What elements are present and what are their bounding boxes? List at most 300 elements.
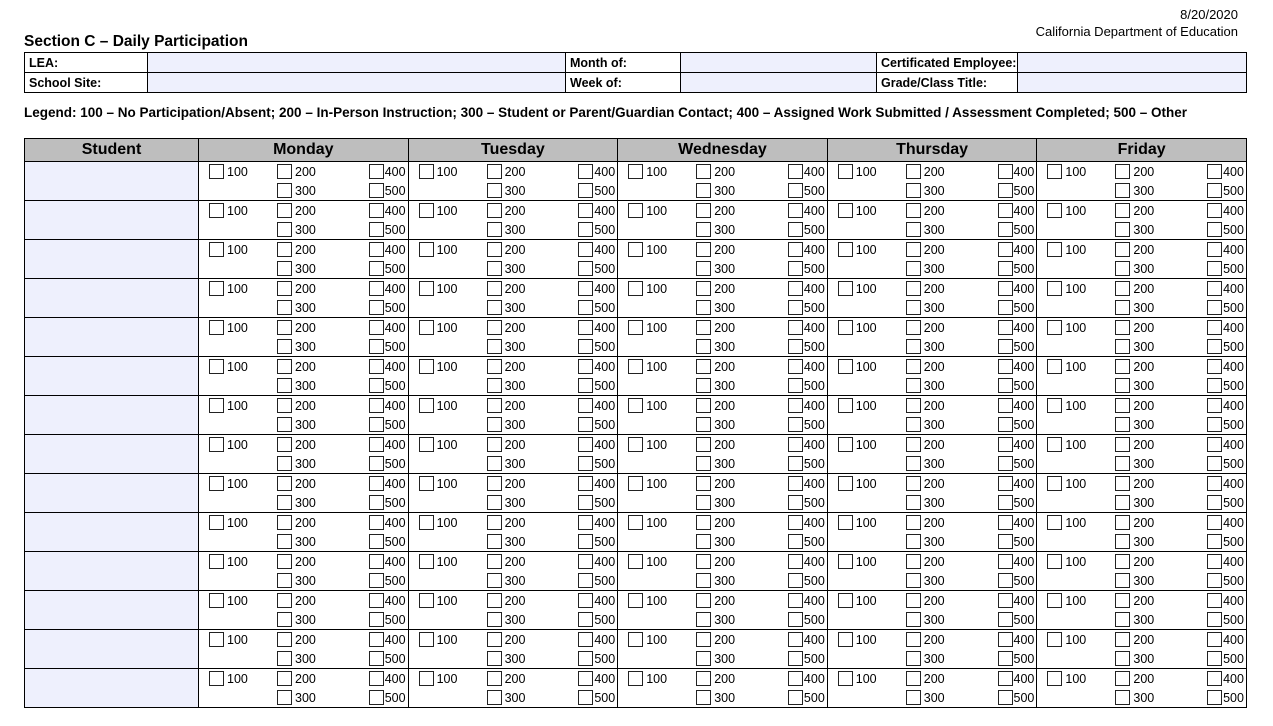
code-500-option[interactable] <box>1207 417 1244 432</box>
code-300-option[interactable] <box>696 573 735 588</box>
code-200-option[interactable] <box>696 398 735 413</box>
code-300-option[interactable] <box>277 534 316 549</box>
checkbox[interactable] <box>1115 534 1130 549</box>
code-400-option[interactable] <box>998 164 1035 179</box>
checkbox[interactable] <box>696 612 711 627</box>
checkbox[interactable] <box>1207 612 1222 627</box>
checkbox[interactable] <box>277 164 292 179</box>
checkbox[interactable] <box>696 495 711 510</box>
code-100-option[interactable] <box>628 515 667 530</box>
code-200-option[interactable] <box>906 398 945 413</box>
checkbox[interactable] <box>906 203 921 218</box>
checkbox[interactable] <box>998 242 1013 257</box>
checkbox[interactable] <box>487 671 502 686</box>
code-200-option[interactable] <box>906 320 945 335</box>
code-100-option[interactable] <box>838 671 877 686</box>
code-200-option[interactable] <box>487 281 526 296</box>
checkbox[interactable] <box>1207 222 1222 237</box>
checkbox[interactable] <box>578 164 593 179</box>
code-400-option[interactable] <box>1207 515 1244 530</box>
checkbox[interactable] <box>578 183 593 198</box>
checkbox[interactable] <box>369 183 384 198</box>
code-300-option[interactable] <box>487 612 526 627</box>
week-of-field[interactable] <box>681 73 877 93</box>
code-400-option[interactable] <box>788 242 825 257</box>
checkbox[interactable] <box>838 437 853 452</box>
checkbox[interactable] <box>277 476 292 491</box>
code-500-option[interactable] <box>998 222 1035 237</box>
code-300-option[interactable] <box>277 417 316 432</box>
checkbox[interactable] <box>628 359 643 374</box>
code-100-option[interactable] <box>419 164 458 179</box>
checkbox[interactable] <box>696 398 711 413</box>
code-300-option[interactable] <box>487 534 526 549</box>
checkbox[interactable] <box>1115 398 1130 413</box>
checkbox[interactable] <box>487 378 502 393</box>
checkbox[interactable] <box>1115 339 1130 354</box>
code-100-option[interactable] <box>838 515 877 530</box>
code-200-option[interactable] <box>696 476 735 491</box>
code-400-option[interactable] <box>1207 164 1244 179</box>
code-500-option[interactable] <box>369 573 406 588</box>
checkbox[interactable] <box>696 339 711 354</box>
checkbox[interactable] <box>369 261 384 276</box>
checkbox[interactable] <box>1115 495 1130 510</box>
checkbox[interactable] <box>487 242 502 257</box>
code-300-option[interactable] <box>696 651 735 666</box>
code-400-option[interactable] <box>1207 398 1244 413</box>
code-200-option[interactable] <box>906 671 945 686</box>
code-200-option[interactable] <box>696 554 735 569</box>
checkbox[interactable] <box>906 222 921 237</box>
grade-class-title-field[interactable] <box>1018 73 1247 93</box>
code-200-option[interactable] <box>906 632 945 647</box>
checkbox[interactable] <box>788 671 803 686</box>
checkbox[interactable] <box>578 671 593 686</box>
code-500-option[interactable] <box>998 339 1035 354</box>
checkbox[interactable] <box>277 573 292 588</box>
checkbox[interactable] <box>487 632 502 647</box>
checkbox[interactable] <box>1115 261 1130 276</box>
code-400-option[interactable] <box>578 554 615 569</box>
code-400-option[interactable] <box>578 281 615 296</box>
code-400-option[interactable] <box>788 320 825 335</box>
checkbox[interactable] <box>277 495 292 510</box>
code-400-option[interactable] <box>578 437 615 452</box>
checkbox[interactable] <box>369 437 384 452</box>
checkbox[interactable] <box>906 593 921 608</box>
checkbox[interactable] <box>1115 183 1130 198</box>
code-200-option[interactable] <box>277 593 316 608</box>
checkbox[interactable] <box>1207 359 1222 374</box>
code-500-option[interactable] <box>788 534 825 549</box>
checkbox[interactable] <box>277 612 292 627</box>
checkbox[interactable] <box>838 398 853 413</box>
checkbox[interactable] <box>998 222 1013 237</box>
code-500-option[interactable] <box>1207 495 1244 510</box>
code-200-option[interactable] <box>277 203 316 218</box>
checkbox[interactable] <box>369 671 384 686</box>
checkbox[interactable] <box>487 359 502 374</box>
code-200-option[interactable] <box>487 593 526 608</box>
checkbox[interactable] <box>578 359 593 374</box>
checkbox[interactable] <box>209 398 224 413</box>
code-400-option[interactable] <box>369 281 406 296</box>
checkbox[interactable] <box>906 495 921 510</box>
code-200-option[interactable] <box>906 359 945 374</box>
code-300-option[interactable] <box>1115 300 1154 315</box>
code-200-option[interactable] <box>906 554 945 569</box>
code-200-option[interactable] <box>277 632 316 647</box>
checkbox[interactable] <box>696 534 711 549</box>
code-200-option[interactable] <box>1115 632 1154 647</box>
code-200-option[interactable] <box>1115 281 1154 296</box>
code-300-option[interactable] <box>1115 690 1154 705</box>
checkbox[interactable] <box>788 203 803 218</box>
code-100-option[interactable] <box>209 593 248 608</box>
code-100-option[interactable] <box>628 320 667 335</box>
code-300-option[interactable] <box>696 261 735 276</box>
code-200-option[interactable] <box>1115 437 1154 452</box>
checkbox[interactable] <box>1115 554 1130 569</box>
checkbox[interactable] <box>277 456 292 471</box>
checkbox[interactable] <box>1207 573 1222 588</box>
code-200-option[interactable] <box>1115 593 1154 608</box>
checkbox[interactable] <box>578 534 593 549</box>
code-100-option[interactable] <box>628 593 667 608</box>
checkbox[interactable] <box>578 476 593 491</box>
checkbox[interactable] <box>578 437 593 452</box>
code-400-option[interactable] <box>788 398 825 413</box>
code-100-option[interactable] <box>419 281 458 296</box>
code-300-option[interactable] <box>487 456 526 471</box>
checkbox[interactable] <box>906 183 921 198</box>
code-500-option[interactable] <box>369 417 406 432</box>
checkbox[interactable] <box>998 437 1013 452</box>
checkbox[interactable] <box>788 261 803 276</box>
checkbox[interactable] <box>1115 456 1130 471</box>
code-500-option[interactable] <box>1207 183 1244 198</box>
student-name-field[interactable] <box>25 357 199 396</box>
code-400-option[interactable] <box>788 164 825 179</box>
checkbox[interactable] <box>1207 437 1222 452</box>
code-400-option[interactable] <box>998 320 1035 335</box>
code-500-option[interactable] <box>578 417 615 432</box>
code-200-option[interactable] <box>487 320 526 335</box>
code-200-option[interactable] <box>906 437 945 452</box>
student-name-field[interactable] <box>25 513 199 552</box>
checkbox[interactable] <box>906 573 921 588</box>
code-300-option[interactable] <box>1115 534 1154 549</box>
checkbox[interactable] <box>788 593 803 608</box>
checkbox[interactable] <box>1115 222 1130 237</box>
code-100-option[interactable] <box>209 554 248 569</box>
checkbox[interactable] <box>906 437 921 452</box>
code-500-option[interactable] <box>1207 300 1244 315</box>
checkbox[interactable] <box>696 417 711 432</box>
checkbox[interactable] <box>998 281 1013 296</box>
checkbox[interactable] <box>696 378 711 393</box>
code-500-option[interactable] <box>998 651 1035 666</box>
code-300-option[interactable] <box>1115 339 1154 354</box>
code-400-option[interactable] <box>1207 320 1244 335</box>
code-100-option[interactable] <box>838 398 877 413</box>
code-100-option[interactable] <box>628 476 667 491</box>
code-500-option[interactable] <box>369 261 406 276</box>
checkbox[interactable] <box>578 573 593 588</box>
code-500-option[interactable] <box>369 378 406 393</box>
checkbox[interactable] <box>838 593 853 608</box>
code-100-option[interactable] <box>628 632 667 647</box>
checkbox[interactable] <box>788 320 803 335</box>
checkbox[interactable] <box>906 281 921 296</box>
code-500-option[interactable] <box>369 339 406 354</box>
checkbox[interactable] <box>419 203 434 218</box>
code-300-option[interactable] <box>1115 417 1154 432</box>
code-300-option[interactable] <box>487 261 526 276</box>
checkbox[interactable] <box>628 164 643 179</box>
checkbox[interactable] <box>209 164 224 179</box>
checkbox[interactable] <box>1115 651 1130 666</box>
checkbox[interactable] <box>1047 593 1062 608</box>
code-200-option[interactable] <box>277 437 316 452</box>
checkbox[interactable] <box>419 671 434 686</box>
checkbox[interactable] <box>1047 437 1062 452</box>
checkbox[interactable] <box>1115 671 1130 686</box>
checkbox[interactable] <box>578 261 593 276</box>
code-100-option[interactable] <box>1047 398 1086 413</box>
code-500-option[interactable] <box>1207 651 1244 666</box>
checkbox[interactable] <box>369 320 384 335</box>
code-300-option[interactable] <box>696 534 735 549</box>
code-300-option[interactable] <box>696 378 735 393</box>
checkbox[interactable] <box>1115 476 1130 491</box>
code-300-option[interactable] <box>696 183 735 198</box>
code-400-option[interactable] <box>1207 632 1244 647</box>
code-300-option[interactable] <box>1115 495 1154 510</box>
code-500-option[interactable] <box>369 222 406 237</box>
code-400-option[interactable] <box>578 476 615 491</box>
checkbox[interactable] <box>487 515 502 530</box>
code-500-option[interactable] <box>788 612 825 627</box>
code-300-option[interactable] <box>696 456 735 471</box>
checkbox[interactable] <box>906 651 921 666</box>
checkbox[interactable] <box>1207 554 1222 569</box>
code-200-option[interactable] <box>696 593 735 608</box>
code-100-option[interactable] <box>209 398 248 413</box>
code-200-option[interactable] <box>277 515 316 530</box>
code-400-option[interactable] <box>369 554 406 569</box>
checkbox[interactable] <box>998 671 1013 686</box>
code-300-option[interactable] <box>1115 612 1154 627</box>
checkbox[interactable] <box>906 320 921 335</box>
code-500-option[interactable] <box>578 339 615 354</box>
code-500-option[interactable] <box>578 261 615 276</box>
checkbox[interactable] <box>696 183 711 198</box>
code-300-option[interactable] <box>906 612 945 627</box>
checkbox[interactable] <box>1115 417 1130 432</box>
code-200-option[interactable] <box>277 359 316 374</box>
code-300-option[interactable] <box>487 183 526 198</box>
code-500-option[interactable] <box>788 261 825 276</box>
checkbox[interactable] <box>788 378 803 393</box>
code-400-option[interactable] <box>1207 281 1244 296</box>
checkbox[interactable] <box>998 593 1013 608</box>
code-100-option[interactable] <box>419 515 458 530</box>
code-400-option[interactable] <box>369 437 406 452</box>
code-200-option[interactable] <box>487 203 526 218</box>
checkbox[interactable] <box>1207 378 1222 393</box>
code-100-option[interactable] <box>1047 515 1086 530</box>
code-400-option[interactable] <box>578 203 615 218</box>
code-300-option[interactable] <box>906 222 945 237</box>
code-500-option[interactable] <box>1207 690 1244 705</box>
checkbox[interactable] <box>487 437 502 452</box>
code-100-option[interactable] <box>1047 203 1086 218</box>
checkbox[interactable] <box>998 515 1013 530</box>
checkbox[interactable] <box>696 320 711 335</box>
code-200-option[interactable] <box>487 671 526 686</box>
checkbox[interactable] <box>696 242 711 257</box>
code-100-option[interactable] <box>838 203 877 218</box>
code-100-option[interactable] <box>838 476 877 491</box>
code-200-option[interactable] <box>1115 554 1154 569</box>
checkbox[interactable] <box>1115 437 1130 452</box>
checkbox[interactable] <box>1207 534 1222 549</box>
code-100-option[interactable] <box>628 164 667 179</box>
code-100-option[interactable] <box>838 437 877 452</box>
code-500-option[interactable] <box>578 222 615 237</box>
student-name-field[interactable] <box>25 396 199 435</box>
code-500-option[interactable] <box>578 456 615 471</box>
code-500-option[interactable] <box>788 456 825 471</box>
checkbox[interactable] <box>906 359 921 374</box>
checkbox[interactable] <box>906 398 921 413</box>
code-100-option[interactable] <box>419 242 458 257</box>
code-300-option[interactable] <box>277 651 316 666</box>
checkbox[interactable] <box>788 164 803 179</box>
code-300-option[interactable] <box>906 534 945 549</box>
code-300-option[interactable] <box>906 378 945 393</box>
checkbox[interactable] <box>419 398 434 413</box>
checkbox[interactable] <box>696 359 711 374</box>
code-100-option[interactable] <box>628 398 667 413</box>
code-400-option[interactable] <box>369 320 406 335</box>
code-400-option[interactable] <box>998 476 1035 491</box>
code-500-option[interactable] <box>998 495 1035 510</box>
code-400-option[interactable] <box>998 632 1035 647</box>
checkbox[interactable] <box>1207 300 1222 315</box>
code-500-option[interactable] <box>1207 534 1244 549</box>
checkbox[interactable] <box>1115 164 1130 179</box>
checkbox[interactable] <box>696 437 711 452</box>
checkbox[interactable] <box>998 261 1013 276</box>
code-500-option[interactable] <box>788 222 825 237</box>
code-400-option[interactable] <box>998 398 1035 413</box>
checkbox[interactable] <box>369 612 384 627</box>
code-500-option[interactable] <box>788 378 825 393</box>
lea-field[interactable] <box>148 53 566 73</box>
code-300-option[interactable] <box>906 573 945 588</box>
code-200-option[interactable] <box>487 476 526 491</box>
code-300-option[interactable] <box>487 651 526 666</box>
code-400-option[interactable] <box>788 359 825 374</box>
code-500-option[interactable] <box>788 690 825 705</box>
code-300-option[interactable] <box>277 573 316 588</box>
checkbox[interactable] <box>906 671 921 686</box>
checkbox[interactable] <box>788 417 803 432</box>
checkbox[interactable] <box>369 359 384 374</box>
code-100-option[interactable] <box>419 554 458 569</box>
code-300-option[interactable] <box>1115 261 1154 276</box>
code-400-option[interactable] <box>578 671 615 686</box>
checkbox[interactable] <box>1115 690 1130 705</box>
checkbox[interactable] <box>1207 632 1222 647</box>
code-500-option[interactable] <box>998 261 1035 276</box>
checkbox[interactable] <box>1047 671 1062 686</box>
code-500-option[interactable] <box>998 378 1035 393</box>
code-300-option[interactable] <box>277 456 316 471</box>
checkbox[interactable] <box>277 320 292 335</box>
checkbox[interactable] <box>906 515 921 530</box>
code-300-option[interactable] <box>277 690 316 705</box>
checkbox[interactable] <box>696 261 711 276</box>
code-100-option[interactable] <box>419 593 458 608</box>
checkbox[interactable] <box>419 359 434 374</box>
checkbox[interactable] <box>838 476 853 491</box>
code-100-option[interactable] <box>209 476 248 491</box>
checkbox[interactable] <box>696 456 711 471</box>
checkbox[interactable] <box>487 495 502 510</box>
checkbox[interactable] <box>696 222 711 237</box>
checkbox[interactable] <box>578 320 593 335</box>
code-400-option[interactable] <box>369 476 406 491</box>
code-400-option[interactable] <box>1207 593 1244 608</box>
student-name-field[interactable] <box>25 240 199 279</box>
code-100-option[interactable] <box>209 281 248 296</box>
checkbox[interactable] <box>906 378 921 393</box>
checkbox[interactable] <box>419 554 434 569</box>
code-500-option[interactable] <box>788 183 825 198</box>
code-100-option[interactable] <box>1047 242 1086 257</box>
checkbox[interactable] <box>487 300 502 315</box>
code-100-option[interactable] <box>838 164 877 179</box>
checkbox[interactable] <box>209 437 224 452</box>
code-100-option[interactable] <box>209 515 248 530</box>
code-100-option[interactable] <box>838 281 877 296</box>
checkbox[interactable] <box>696 690 711 705</box>
checkbox[interactable] <box>788 398 803 413</box>
checkbox[interactable] <box>419 515 434 530</box>
checkbox[interactable] <box>578 515 593 530</box>
checkbox[interactable] <box>277 690 292 705</box>
code-200-option[interactable] <box>906 476 945 491</box>
checkbox[interactable] <box>838 242 853 257</box>
checkbox[interactable] <box>578 593 593 608</box>
checkbox[interactable] <box>487 554 502 569</box>
checkbox[interactable] <box>277 261 292 276</box>
code-300-option[interactable] <box>696 495 735 510</box>
checkbox[interactable] <box>998 534 1013 549</box>
code-300-option[interactable] <box>696 300 735 315</box>
checkbox[interactable] <box>998 495 1013 510</box>
code-300-option[interactable] <box>696 417 735 432</box>
checkbox[interactable] <box>696 281 711 296</box>
code-200-option[interactable] <box>277 554 316 569</box>
code-200-option[interactable] <box>906 164 945 179</box>
code-300-option[interactable] <box>487 300 526 315</box>
code-400-option[interactable] <box>1207 554 1244 569</box>
